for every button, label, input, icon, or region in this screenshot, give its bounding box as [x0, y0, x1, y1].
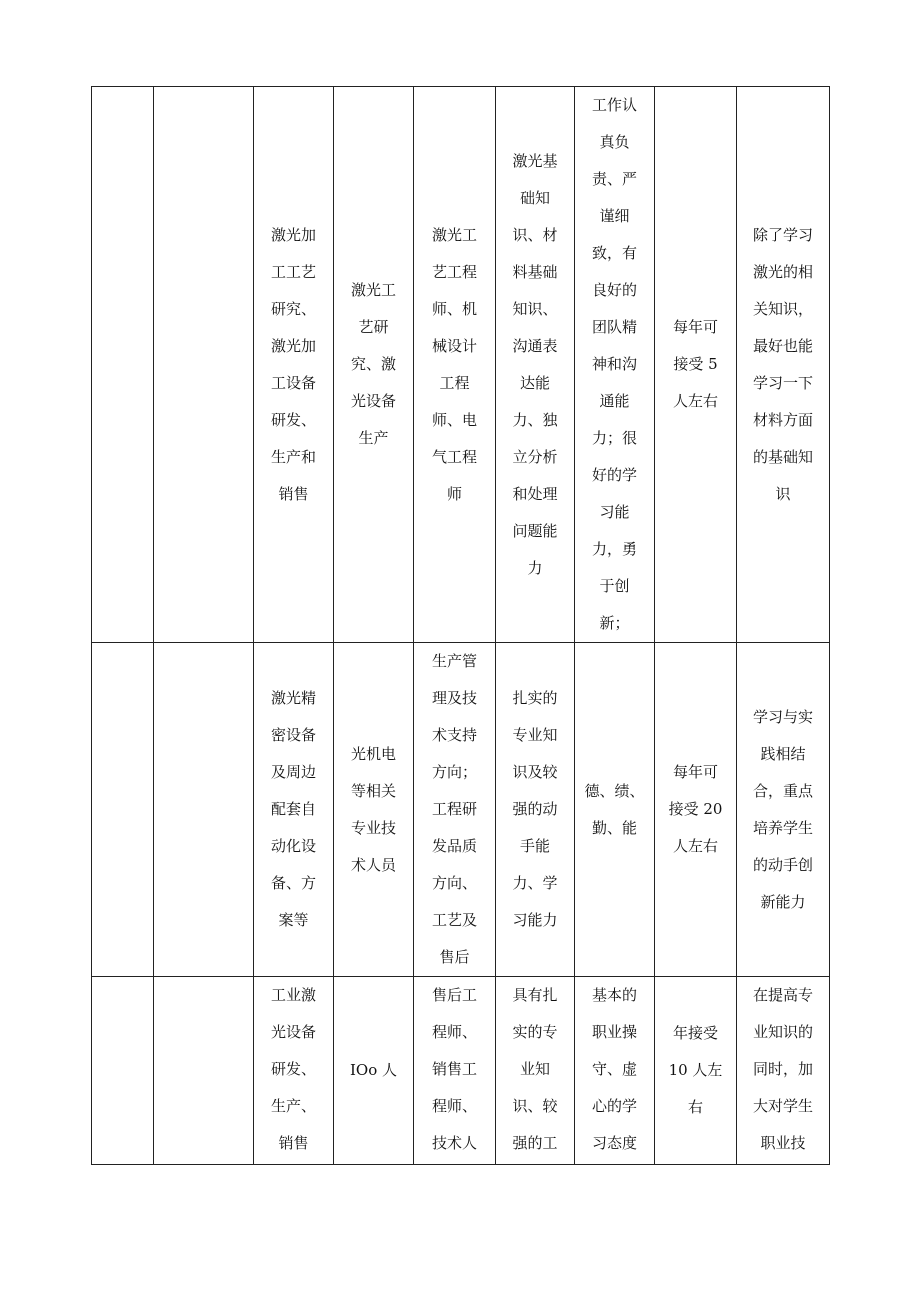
text-line: 践相结	[760, 744, 806, 763]
cell-text	[592, 87, 637, 642]
text-line: 料基础	[512, 262, 558, 281]
text-line: 激光基	[512, 151, 558, 170]
text-line: 新；	[599, 614, 630, 632]
text-line: 售后	[439, 948, 470, 966]
text-line: 师	[446, 484, 462, 503]
cell-text	[512, 680, 557, 939]
text-line: 学习一下	[752, 373, 813, 392]
text-line: 识	[775, 484, 791, 503]
text-line: 工设备	[270, 373, 316, 392]
text-line: 守、虚	[591, 1060, 637, 1078]
cell-text	[512, 977, 557, 1162]
text-line: 年接受	[672, 1024, 718, 1042]
text-line: 密设备	[270, 726, 316, 744]
cell-text	[512, 143, 557, 587]
text-line: 谨细	[599, 207, 630, 225]
text-line: 识、较	[512, 1097, 558, 1115]
text-line: 专业技	[350, 818, 396, 837]
text-line: 术支持	[431, 726, 477, 744]
text-line: 工艺及	[431, 911, 477, 929]
text-line: 技术人	[431, 1134, 477, 1152]
text-line: 程师、	[431, 1097, 477, 1115]
text-line: 师、机	[431, 299, 477, 318]
text-line: 团队精	[591, 318, 637, 336]
text-line: 手能	[519, 837, 550, 855]
cell-text	[753, 977, 813, 1162]
text-line: 问题能	[512, 521, 558, 540]
quality-cell	[575, 643, 655, 977]
text-line: 勤、能	[591, 818, 637, 837]
text-line: 新能力	[760, 892, 806, 911]
cell-text	[271, 977, 316, 1162]
text-line: 人左右	[672, 392, 718, 410]
text-line: 工程	[439, 373, 470, 392]
text-line: 基本的	[591, 986, 637, 1004]
text-line: 习态度	[591, 1134, 637, 1152]
text-line: 方向、	[431, 874, 477, 892]
cell-text	[432, 217, 477, 513]
cell-text	[271, 217, 316, 513]
text-line: 10 人左	[668, 1061, 723, 1079]
cell-text	[350, 1052, 397, 1089]
empty-cell	[92, 87, 154, 643]
text-line: 大对学生	[752, 1097, 813, 1115]
cell-text	[584, 773, 644, 847]
quantity-cell	[655, 87, 737, 643]
empty-cell	[92, 643, 154, 977]
text-line: 学习与实	[752, 707, 813, 726]
text-line: 工程研	[431, 800, 477, 818]
job-cell	[414, 87, 496, 643]
text-line: 合，重点	[752, 781, 813, 800]
text-line: 艺工程	[431, 262, 477, 281]
text-line: 方向；	[431, 763, 477, 781]
text-line: 于创	[599, 577, 630, 595]
text-line: 力；很	[591, 429, 637, 447]
text-line: 生产和	[270, 447, 316, 466]
empty-cell	[154, 87, 254, 643]
text-line: IOo 人	[349, 1061, 398, 1079]
text-line: 心的学	[591, 1097, 637, 1115]
job-cell	[414, 643, 496, 977]
cell-text	[351, 736, 396, 884]
cell-text	[753, 699, 813, 921]
text-line: 具有扎	[512, 986, 558, 1004]
text-line: 知识、	[512, 299, 558, 318]
text-line: 神和沟	[591, 355, 637, 373]
text-line: 销售	[278, 484, 309, 503]
text-line: 销售工	[431, 1060, 477, 1078]
text-line: 专业知	[512, 726, 558, 744]
text-line: 最好也能	[752, 336, 813, 355]
cell-text	[271, 680, 316, 939]
cell-text	[673, 309, 718, 420]
quantity-cell	[655, 643, 737, 977]
text-line: 激光加	[270, 225, 316, 244]
text-line: 艺研	[358, 318, 389, 336]
text-line: 备、方	[270, 874, 316, 892]
text-line: 售后工	[431, 986, 477, 1004]
text-line: 理及技	[431, 689, 477, 707]
text-line: 光设备	[350, 392, 396, 410]
cell-text	[432, 977, 477, 1162]
text-line: 激光加	[270, 336, 316, 355]
text-line: 案等	[278, 911, 309, 929]
text-line: 沟通表	[512, 336, 558, 355]
text-line: 识、材	[512, 225, 558, 244]
text-line: 气工程	[431, 447, 477, 466]
text-line: 责、严	[591, 170, 637, 188]
text-line: 光设备	[270, 1023, 316, 1041]
text-line: 光机电	[350, 744, 396, 763]
text-line: 力、学	[512, 874, 558, 892]
text-line: 接受 20	[668, 800, 723, 818]
text-line: 每年可	[672, 763, 718, 781]
text-line: 的基础知	[752, 447, 813, 466]
text-line: 培养学生	[752, 818, 813, 837]
text-line: 研究、	[270, 299, 316, 318]
text-line: 在提高专	[752, 986, 813, 1004]
text-line: 和处理	[512, 484, 558, 503]
table-row	[92, 643, 830, 977]
text-line: 激光工	[350, 281, 396, 299]
quality-cell	[575, 87, 655, 643]
text-line: 接受 5	[673, 355, 718, 373]
cell-text	[669, 754, 723, 865]
text-line: 德、绩、	[584, 781, 645, 800]
note-cell	[737, 977, 830, 1165]
text-line: 及周边	[270, 763, 316, 781]
text-line: 职业操	[591, 1023, 637, 1041]
field-cell	[254, 87, 334, 643]
table-row	[92, 87, 830, 643]
knowledge-cell	[496, 977, 575, 1165]
text-line: 动化设	[270, 837, 316, 855]
text-line: 发品质	[431, 837, 477, 855]
text-line: 销售	[278, 1134, 309, 1152]
text-line: 工作认	[591, 96, 637, 114]
text-line: 业知	[519, 1060, 550, 1078]
note-cell	[737, 643, 830, 977]
empty-cell	[154, 977, 254, 1165]
text-line: 通能	[599, 392, 630, 410]
text-line: 扎实的	[512, 689, 558, 707]
text-line: 究、激	[350, 355, 396, 373]
text-line: 工工艺	[270, 262, 316, 281]
quality-cell	[575, 977, 655, 1165]
quantity-cell	[655, 977, 737, 1165]
text-line: 习能力	[512, 911, 558, 929]
text-line: 术人员	[350, 855, 396, 874]
text-line: 人左右	[672, 837, 718, 855]
text-line: 的动手创	[752, 855, 813, 874]
cell-text	[592, 977, 637, 1162]
text-line: 好的学	[591, 466, 637, 484]
job-cell	[414, 977, 496, 1165]
field-cell	[254, 643, 334, 977]
text-line: 右	[687, 1098, 703, 1116]
text-line: 真负	[599, 133, 630, 151]
text-line: 实的专	[512, 1023, 558, 1041]
note-cell	[737, 87, 830, 643]
text-line: 关知识，	[752, 299, 813, 318]
text-line: 激光精	[270, 689, 316, 707]
cell-text	[351, 272, 396, 457]
text-line: 业知识的	[752, 1023, 813, 1041]
knowledge-cell	[496, 87, 575, 643]
text-line: 立分析	[512, 447, 558, 466]
text-line: 生产、	[270, 1097, 316, 1115]
text-line: 生产	[358, 429, 389, 447]
text-line: 等相关	[350, 781, 396, 800]
text-line: 材料方面	[752, 410, 813, 429]
text-line: 配套自	[270, 800, 316, 818]
text-line: 力、独	[512, 410, 558, 429]
empty-cell	[92, 977, 154, 1165]
text-line: 强的动	[512, 800, 558, 818]
empty-cell	[154, 643, 254, 977]
requirements-table	[91, 86, 830, 1165]
text-line: 达能	[519, 373, 550, 392]
text-line: 生产管	[431, 652, 477, 670]
text-line: 良好的	[591, 281, 637, 299]
text-line: 研发、	[270, 410, 316, 429]
text-line: 力	[527, 558, 543, 577]
text-line: 职业技	[760, 1134, 806, 1152]
text-line: 械设计	[431, 336, 477, 355]
text-line: 激光工	[431, 225, 477, 244]
text-line: 习能	[599, 503, 630, 521]
text-line: 激光的相	[752, 262, 813, 281]
text-line: 程师、	[431, 1023, 477, 1041]
text-line: 每年可	[672, 318, 718, 336]
text-line: 除了学习	[752, 225, 813, 244]
cell-text	[753, 217, 813, 513]
text-line: 同时，加	[752, 1060, 813, 1078]
cell-text	[669, 1015, 723, 1126]
text-line: 研发、	[270, 1060, 316, 1078]
text-line: 致，有	[591, 244, 637, 262]
text-line: 识及较	[512, 763, 558, 781]
text-line: 师、电	[431, 410, 477, 429]
cell-text	[432, 643, 477, 976]
positions-cell	[334, 643, 414, 977]
positions-cell	[334, 977, 414, 1165]
knowledge-cell	[496, 643, 575, 977]
positions-cell	[334, 87, 414, 643]
text-line: 础知	[519, 188, 550, 207]
field-cell	[254, 977, 334, 1165]
text-line: 力，勇	[591, 540, 637, 558]
text-line: 工业激	[270, 986, 316, 1004]
table-row	[92, 977, 830, 1165]
text-line: 强的工	[512, 1134, 558, 1152]
